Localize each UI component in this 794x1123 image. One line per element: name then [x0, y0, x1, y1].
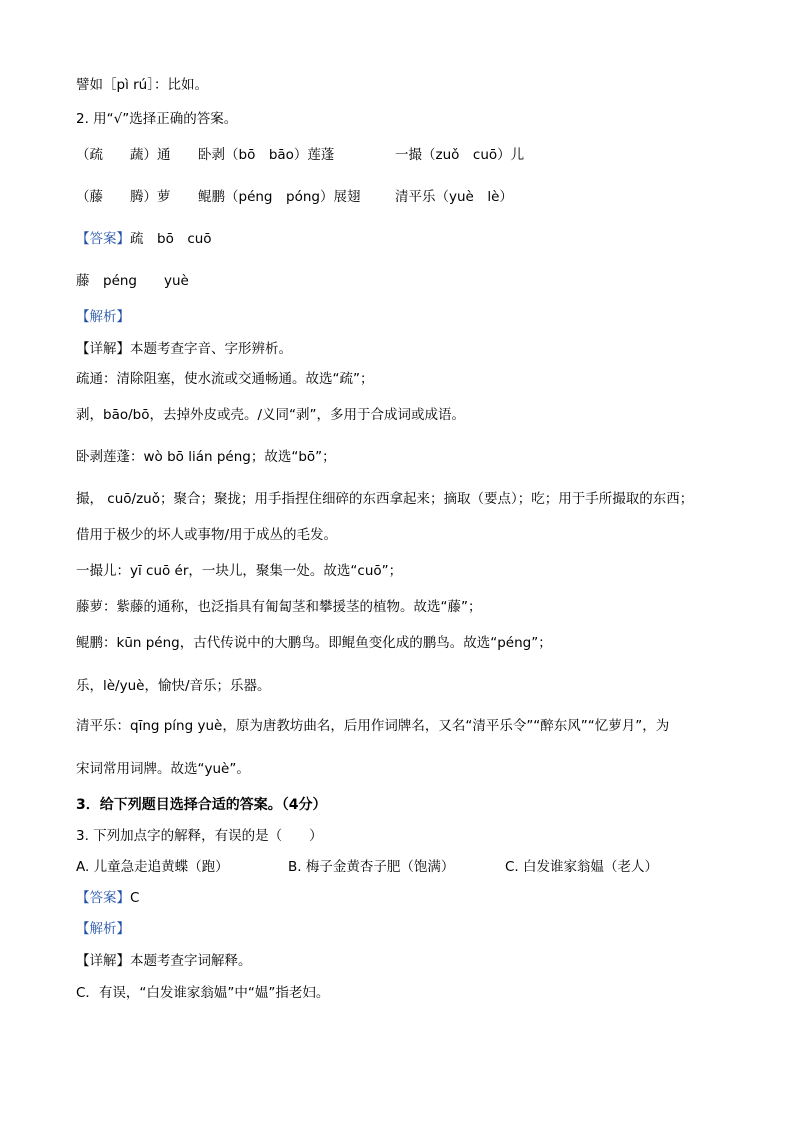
detail-text: 本题考查字音、字形辨析。: [130, 341, 292, 357]
paragraph-4: 撮， cuō/zuǒ；聚合；聚拢；用手指捏住细碎的东西拿起来；摘取（要点）；吃；用于手所撮取的东西；: [76, 491, 694, 507]
answer-3-value: C: [130, 890, 140, 906]
paragraph-2: 剥，bāo/bō，去掉外皮或壳。/义同“剥”，多用于合成词或成语。: [76, 407, 466, 423]
q2-option-3: 一撮（zuǒ cuō）儿: [395, 147, 525, 163]
detail-3-line: [76, 952, 252, 970]
q3-option-b: B. 梅子金黄杏子肥（饱满）: [288, 859, 455, 875]
line-pirú: 譬如［pì rú］：比如。: [76, 77, 208, 93]
q2-option-1: （疏 蔬）通: [76, 147, 171, 163]
detail-3-label: 【详解】: [76, 953, 130, 969]
paragraph-3: 卧剥莲蓬：wò bō lián péng；故选“bō”；: [76, 449, 336, 465]
c-explanation: C．有误，“白发谁家翁媪”中“媪”指老妇。: [76, 985, 330, 1001]
detail-3-text: 本题考查字词解释。: [130, 953, 252, 969]
question-3: 3. 下列加点字的解释，有误的是（ ）: [76, 828, 323, 844]
q2-option-2: 卧剥（bō bāo）莲蓬: [198, 147, 335, 163]
q2-option-6: 清平乐（yuè lè）: [395, 189, 513, 205]
analysis-label: 【解析】: [76, 309, 130, 325]
q2-option-5: 鲲鹏（péng póng）展翅: [198, 189, 361, 205]
paragraph-6: 一撮儿：yī cuō ér，一块儿，聚集一处。故选“cuō”；: [76, 563, 403, 579]
section-3-title: 3．给下列题目选择合适的答案。（4分）: [76, 797, 327, 813]
detail-label: 【详解】: [76, 341, 130, 357]
detail-line: [76, 340, 292, 358]
answer-3-line: [76, 889, 139, 907]
paragraph-8: 鲲鹏：kūn péng，古代传说中的大鹏鸟。即鲲鱼变化成的鹏鸟。故选“péng”；: [76, 635, 552, 651]
paragraph-9: 乐，lè/yuè，愉快/音乐；乐器。: [76, 678, 271, 694]
question-2-title: 2. 用“√”选择正确的答案。: [76, 111, 238, 127]
analysis-3-label: 【解析】: [76, 921, 130, 937]
q2-option-4: （藤 腾）萝: [76, 189, 171, 205]
answer-3-label: 【答案】: [76, 890, 130, 906]
answer-value: 疏 bō cuō: [130, 231, 212, 247]
paragraph-7: 藤萝：紫藤的通称，也泛指具有匍匐茎和攀援茎的植物。故选“藤”；: [76, 599, 482, 615]
answer-line-1: [76, 230, 212, 248]
paragraph-1: 疏通：清除阻塞，使水流或交通畅通。故选“疏”；: [76, 371, 374, 387]
paragraph-5: 借用于极少的坏人或事物/用于成丛的毛发。: [76, 527, 338, 543]
q3-option-a: A. 儿童急走追黄蝶（跑）: [76, 859, 229, 875]
answer-line-2: 藤 péng yuè: [76, 273, 189, 289]
paragraph-11: 宋词常用词牌。故选“yuè”。: [76, 761, 250, 777]
paragraph-10: 清平乐：qīng píng yuè，原为唐教坊曲名，后用作词牌名，又名“清平乐令”“醉东风”“忆萝月”，为: [76, 718, 670, 734]
answer-label: 【答案】: [76, 231, 130, 247]
q3-option-c: C. 白发谁家翁媪（老人）: [505, 859, 659, 875]
